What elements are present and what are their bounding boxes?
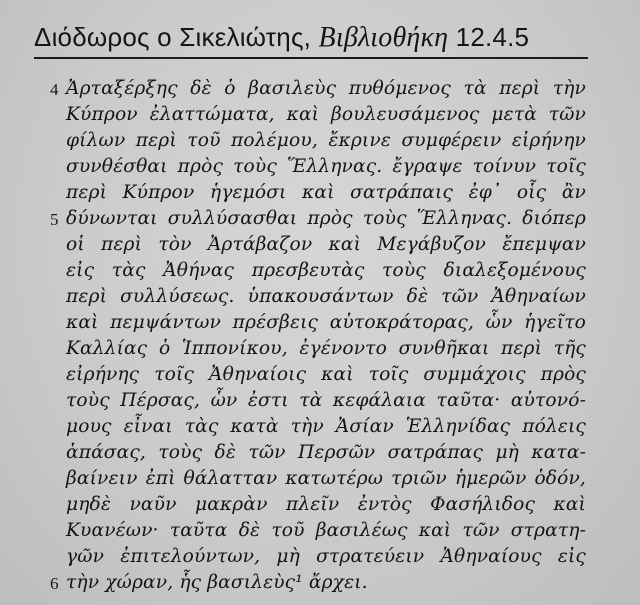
- section-number: 6: [50, 574, 59, 593]
- text-line-content: εἰρήνης τοῖς Ἀθηναίοις καὶ τοῖς συμμάχοις πρὸς: [66, 364, 586, 385]
- text-line: [0, 570, 640, 596]
- text-line-content: φίλων περὶ τοῦ πολέμου, ἔκρινε συμφέρειν εἰρήνην: [66, 130, 586, 151]
- section-number: 5: [50, 210, 59, 229]
- text-line-content: μους εἶναι τὰς κατὰ τὴν Ἀσίαν Ἑλληνίδας πόλεις: [66, 416, 586, 437]
- text-line-content: συνθέσθαι πρὸς τοὺς Ἕλληνας. ἔγραψε τοίνυν τοῖς: [66, 156, 586, 177]
- text-line: [0, 440, 640, 466]
- text-line-content: μηδὲ ναῦν μακρὰν πλεῖν ἐντὸς Φασήλιδος καὶ: [66, 494, 586, 515]
- text-line: [0, 310, 640, 336]
- text-line-content: καὶ πεμψάντων πρέσβεις αὐτοκράτορας, ὧν ἡγεῖτο: [66, 312, 586, 333]
- title-work: Βιβλιοθήκη: [318, 22, 449, 53]
- text-line: [0, 492, 640, 518]
- text-line: [0, 336, 640, 362]
- text-line-content: γῶν ἐπιτελούντων, μὴ στρατεύειν Ἀθηναίους εἰς: [66, 546, 586, 567]
- text-line-content: δύνωνται συλλύσασθαι πρὸς τοὺς Ἕλληνας. διόπερ: [66, 208, 586, 229]
- text-line: [0, 284, 640, 310]
- text-line-content: τὴν χώραν, ἧς βασιλεὺς¹ ἄρχει.: [66, 572, 368, 593]
- text-line-content: εἰς τὰς Ἀθήνας πρεσβευτὰς τοὺς διαλεξομένους: [66, 260, 586, 281]
- text-line: [0, 206, 640, 232]
- text-line: [0, 180, 640, 206]
- text-line-content: τοὺς Πέρσας, ὧν ἐστι τὰ κεφάλαια ταῦτα· αὐτονό-: [66, 390, 586, 411]
- text-line-content: Ἀρταξέρξης δὲ ὁ βασιλεὺς πυθόμενος τὰ περὶ τὴν: [66, 78, 586, 99]
- text-line: [0, 362, 640, 388]
- text-line: [0, 388, 640, 414]
- section-number: 4: [50, 80, 59, 99]
- title-reference: 12.4.5: [448, 22, 530, 52]
- text-line: [0, 518, 640, 544]
- text-line: [0, 544, 640, 570]
- text-line-content: Καλλίας ὁ Ἱππονίκου, ἐγένοντο συνθῆκαι περὶ τῆς: [66, 338, 586, 359]
- text-line: [0, 414, 640, 440]
- text-line-content: περὶ συλλύσεως. ὑπακουσάντων δὲ τῶν Ἀθηναίων: [66, 286, 586, 307]
- text-line-content: περὶ Κύπρον ἡγεμόσι καὶ σατράπαις ἐφ᾽ οἷς ἂν: [66, 182, 586, 203]
- text-line: [0, 466, 640, 492]
- title-underline: [34, 57, 588, 59]
- text-line: [0, 102, 640, 128]
- text-line-content: Κυανέων· ταῦτα δὲ τοῦ βασιλέως καὶ τῶν στρατη-: [66, 520, 586, 541]
- title-author: Διόδωρος ο Σικελιώτης,: [34, 22, 319, 52]
- text-line-content: βαίνειν ἐπὶ θάλατταν κατωτέρω τριῶν ἡμερῶν ὁδόν,: [66, 468, 586, 489]
- text-line: [0, 76, 640, 102]
- text-line-content: Κύπρον ἐλαττώματα, καὶ βουλευσάμενος μετὰ τῶν: [66, 104, 586, 125]
- text-line-content: ἁπάσας, τοὺς δὲ τῶν Περσῶν σατράπας μὴ κατα-: [66, 442, 586, 463]
- text-line: [0, 128, 640, 154]
- text-line-content: οἱ περὶ τὸν Ἀρτάβαζον καὶ Μεγάβυζον ἔπεμψαν: [66, 234, 586, 255]
- page-title: [34, 22, 614, 62]
- text-line: [0, 154, 640, 180]
- text-line: [0, 232, 640, 258]
- text-line: [0, 258, 640, 284]
